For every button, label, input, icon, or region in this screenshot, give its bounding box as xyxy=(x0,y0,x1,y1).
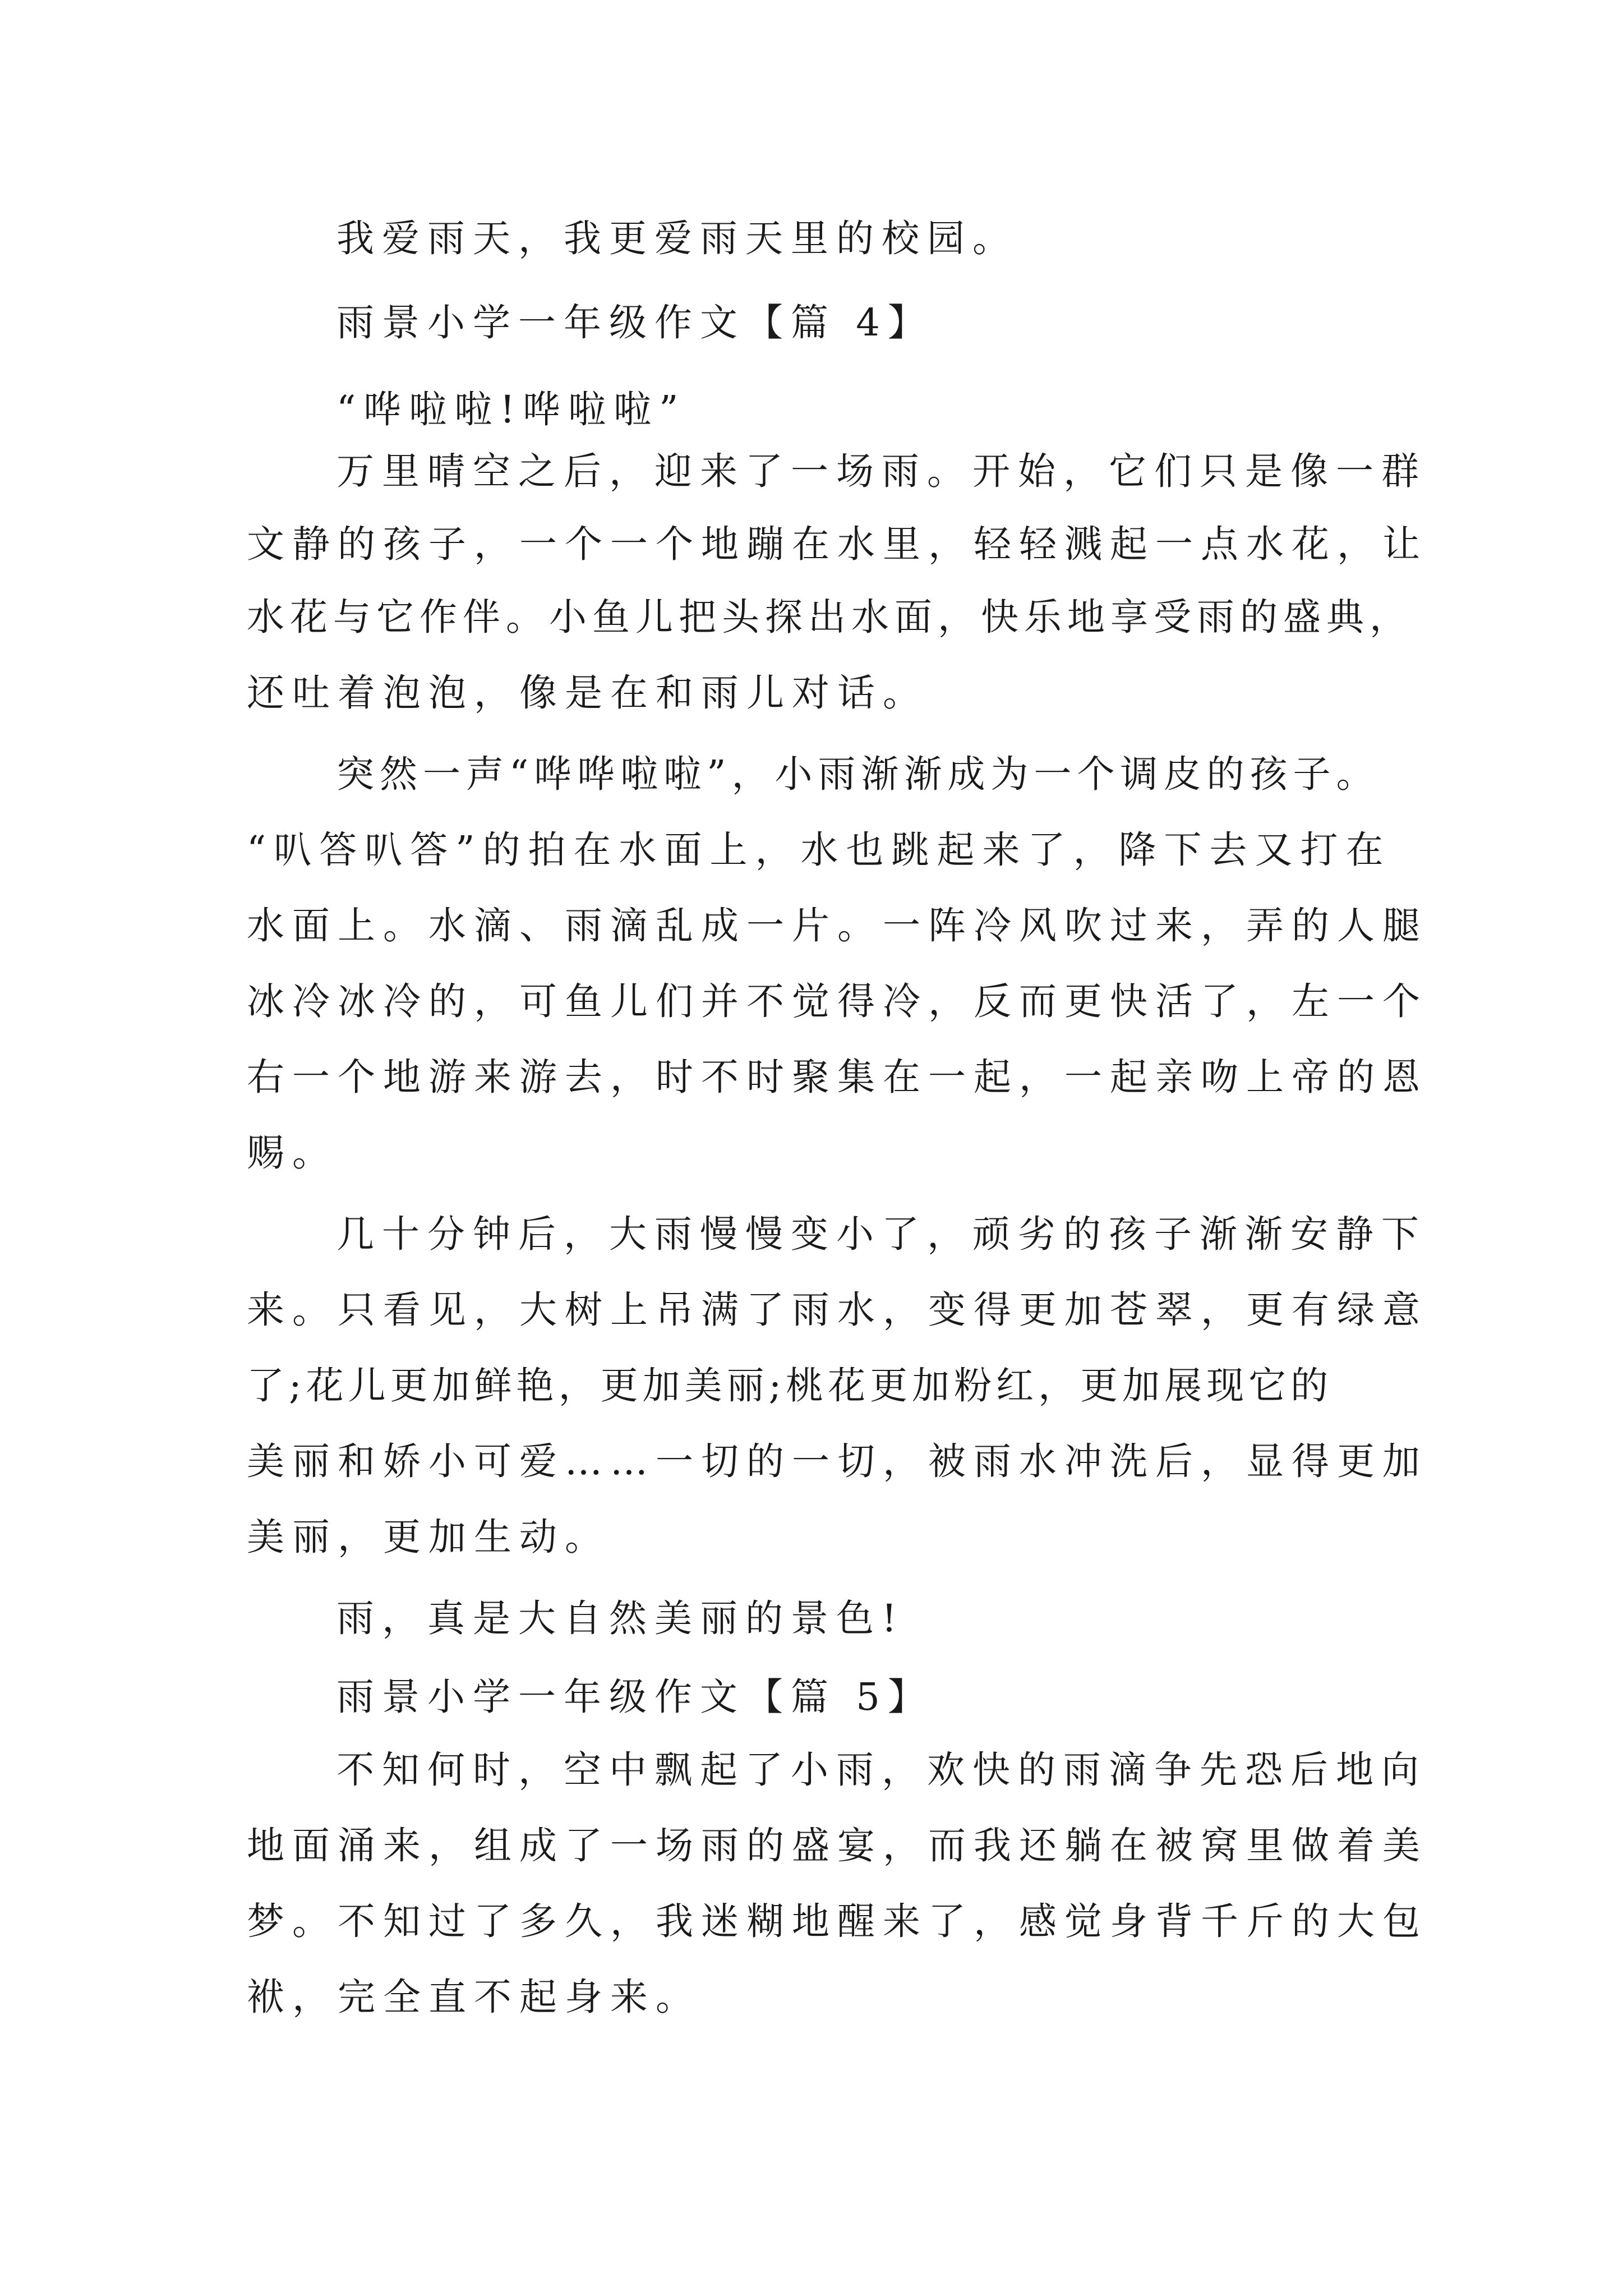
paragraph-line: 突然一声“哗哗啦啦”，小雨渐渐成为一个调皮的孩子。 xyxy=(336,752,1380,796)
paragraph-line: 美丽和娇小可爱……一切的一切，被雨水冲洗后，显得更加 xyxy=(247,1439,1428,1483)
paragraph-line: 还吐着泡泡，像是在和雨儿对话。 xyxy=(247,671,928,715)
paragraph-line: 雨，真是大自然美丽的景色! xyxy=(336,1596,905,1640)
section-heading: 雨景小学一年级作文【篇 4】 xyxy=(336,301,933,344)
paragraph-line: 美丽，更加生动。 xyxy=(247,1515,610,1559)
paragraph-line: 我爱雨天，我更爱雨天里的校园。 xyxy=(336,217,1018,260)
paragraph-line: 地面涌来，组成了一场雨的盛宴，而我还躺在被窝里做着美 xyxy=(247,1824,1428,1867)
paragraph-line: 冰冷冰冷的，可鱼儿们并不觉得冷，反而更快活了，左一个 xyxy=(247,979,1428,1023)
paragraph-line: 来。只看见，大树上吊满了雨水，变得更加苍翠，更有绿意 xyxy=(247,1288,1428,1332)
paragraph-line: 了;花儿更加鲜艳，更加美丽;桃花更加粉红，更加展现它的 xyxy=(247,1364,1333,1407)
paragraph-line: 赐。 xyxy=(247,1131,338,1175)
paragraph-line: 水花与它作伴。小鱼儿把头探出水面，快乐地享受雨的盛典， xyxy=(247,595,1413,639)
paragraph-line: 袱，完全直不起身来。 xyxy=(247,1975,701,2019)
paragraph-line: 文静的孩子，一个一个地蹦在水里，轻轻溅起一点水花，让 xyxy=(247,522,1428,566)
paragraph-line: 梦。不知过了多久，我迷糊地醒来了，感觉身背千斤的大包 xyxy=(247,1899,1428,1943)
paragraph-line: 水面上。水滴、雨滴乱成一片。一阵冷风吹过来，弄的人腿 xyxy=(247,904,1428,947)
paragraph-line: “叭答叭答”的拍在水面上，水也跳起来了，降下去又打在 xyxy=(247,828,1391,872)
paragraph-line: 万里晴空之后，迎来了一场雨。开始，它们只是像一群 xyxy=(336,449,1427,493)
paragraph-line: “哗啦啦!哗啦啦” xyxy=(336,388,686,431)
section-heading: 雨景小学一年级作文【篇 5】 xyxy=(336,1675,933,1719)
paragraph-line: 不知何时，空中飘起了小雨，欢快的雨滴争先恐后地向 xyxy=(336,1748,1427,1792)
paragraph-line: 几十分钟后，大雨慢慢变小了，顽劣的孩子渐渐安静下 xyxy=(336,1212,1427,1256)
paragraph-line: 右一个地游来游去，时不时聚集在一起，一起亲吻上帝的恩 xyxy=(247,1055,1428,1099)
